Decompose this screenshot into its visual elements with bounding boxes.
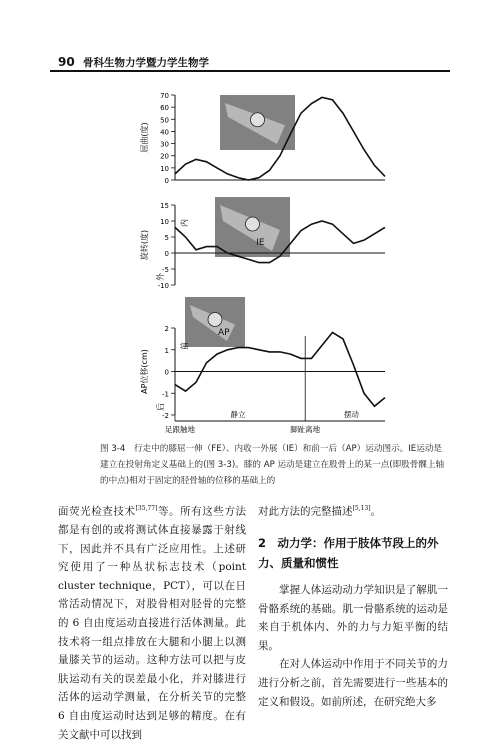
phase-label-stance: 静立 — [230, 410, 246, 419]
header-rule — [50, 70, 450, 72]
y-tick-label: -10 — [157, 282, 169, 290]
page-number: 90 — [58, 55, 75, 69]
figure-caption: 图 3-4 行走中的膝屈一伸（FE）、内收一外展（IE）和前一后（AP）运动图示。IE运动是建立在投射角定义基础上的(图 3-3)。膝的 AP 运动是建立在股骨上的某一点(即股骨髁上轴的中点)相对于固定的胫骨轴的位移的基础上的 — [100, 444, 445, 486]
citation: [35,77] — [135, 505, 158, 512]
section-heading: 2 动力学：作用于肢体节段上的外力、质量和惯性 — [258, 536, 439, 571]
book-title: 骨科生物力学暨力学生物学 — [83, 57, 209, 69]
y-tick-label: 1 — [164, 346, 169, 355]
joint-marker — [251, 113, 265, 127]
y-tick-label: 60 — [160, 104, 169, 113]
left-column — [58, 500, 246, 744]
gait-kinematics-figure — [50, 85, 450, 435]
inset-label: IE — [256, 238, 265, 248]
y-tick-label: 50 — [160, 116, 169, 125]
y-tick-label: 70 — [160, 92, 169, 100]
y-tick-label: 20 — [160, 152, 169, 161]
y-axis-label: AP位移(cm) — [140, 349, 149, 394]
y-tick-label: -1 — [162, 390, 169, 399]
direction-label-top: 内 — [180, 219, 189, 227]
y-axis-label: 旋转(度) — [140, 229, 149, 261]
y-tick-label: 0 — [164, 250, 169, 258]
y-tick-label: 15 — [160, 202, 169, 210]
citation: [5,13] — [352, 505, 371, 512]
y-tick-label: 2 — [164, 325, 169, 333]
y-tick-label: 5 — [164, 234, 169, 242]
body-paragraph: 掌握人体运动动力学知识是了解肌一骨骼系统的基础。肌一骨骼系统的运动是来自于机体内、外的力与力矩平衡的结果。 — [258, 584, 448, 652]
left-paragraph: 面荧光检查技术[35,77]等。所有这些方法都是有创的或将测试体直接暴露于射线下，因此并不具有广泛应用性。上述研究使用了一种丛状标志技术（point cluster technique，PCT），可以在日常活动情况下，对股骨相对胫骨的完整的 6 自由度运动直接进行活体测量。此技术将一组点排放在大腿和小腿上以测量膝关节的运动。这种方法可以把与皮肤运动有关的误差最小化，并对膝进行活体的运动学测量，在分析关节的完整 6 自由度运动时达到足够的精度。在有关文献中可以找到 — [58, 505, 247, 741]
y-tick-label: 10 — [160, 164, 169, 173]
y-tick-label: -5 — [162, 266, 169, 274]
phase-label-toe-off: 脚趾离地 — [290, 425, 321, 434]
y-tick-label: 0 — [164, 177, 169, 185]
joint-marker — [246, 217, 260, 231]
y-tick-label: 0 — [164, 368, 169, 377]
phase-label-swing: 摆动 — [343, 410, 359, 419]
inset-label: AP — [218, 328, 230, 338]
phase-label-heel-strike: 足跟触地 — [165, 425, 195, 434]
y-tick-label: 30 — [160, 140, 169, 149]
direction-label-bottom: 后 — [156, 403, 165, 411]
right-paragraph-cont: 对此方法的完整描述[5,13]。 — [258, 505, 382, 518]
direction-label-top: 前 — [180, 342, 189, 350]
body-paragraph: 在对人体运动中作用于不同关节的力进行分析之前，首先需要进行一些基本的定义和假设。如前所述，在研究绝大多 — [258, 658, 448, 708]
right-column — [258, 500, 448, 711]
joint-marker — [208, 313, 222, 327]
y-axis-label: 屈曲(度) — [140, 122, 149, 153]
y-tick-label: -2 — [162, 412, 169, 420]
direction-label-bottom: 外 — [156, 273, 165, 281]
y-tick-label: 10 — [160, 218, 169, 226]
running-header — [50, 52, 450, 72]
y-tick-label: 40 — [160, 128, 169, 137]
